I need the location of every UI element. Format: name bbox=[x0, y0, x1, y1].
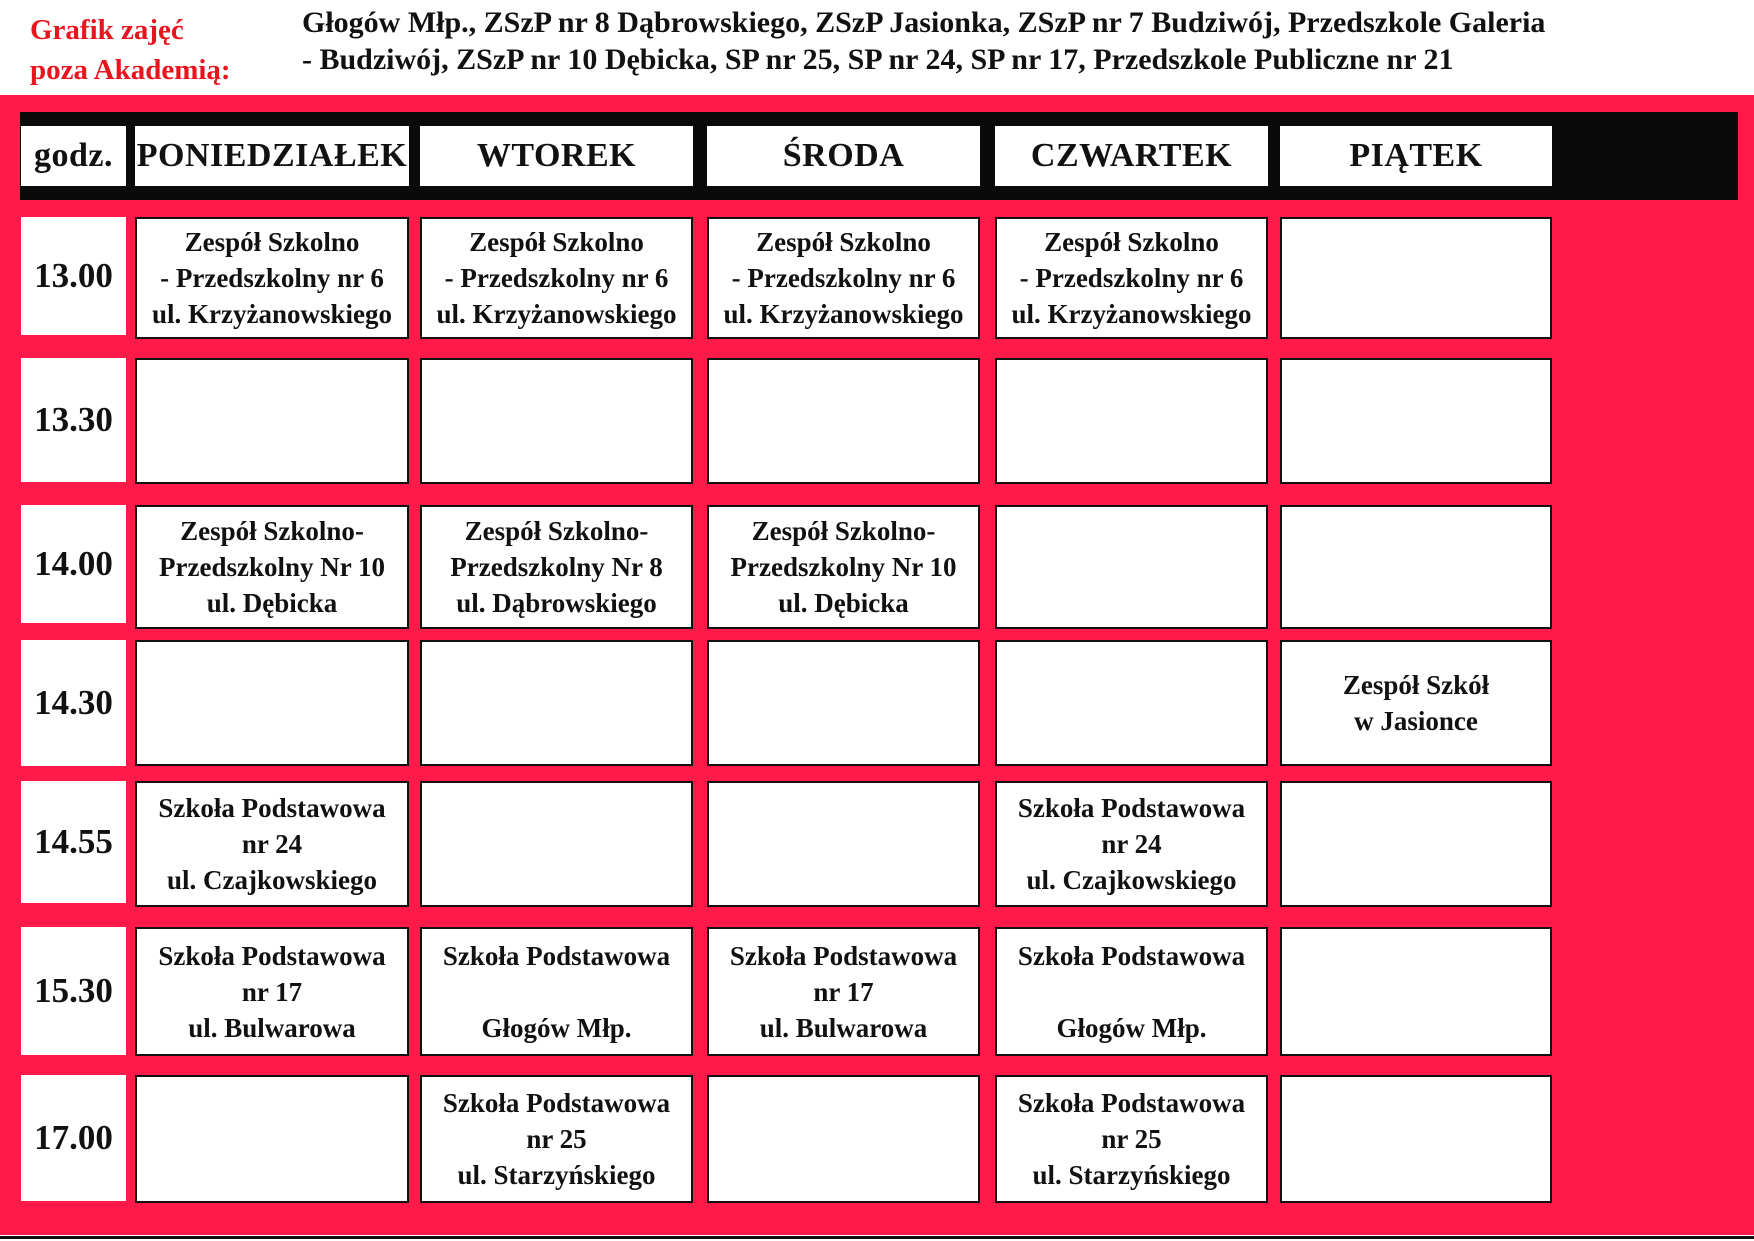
schedule-cell bbox=[135, 927, 409, 1056]
schedule-cell-line: ul. Dąbrowskiego bbox=[456, 588, 657, 618]
day-header: ŚRODA bbox=[707, 126, 980, 186]
schedule-cell-line: ul. Bulwarowa bbox=[759, 1012, 928, 1043]
schedule-cell-line: nr 25 bbox=[526, 1124, 587, 1154]
schedule-cell-line: - Przedszkolny nr 6 bbox=[731, 263, 956, 293]
schedule-cell-line: Szkoła Podstawowa bbox=[442, 940, 671, 971]
schedule-cell-line: Szkoła Podstawowa bbox=[158, 793, 386, 823]
schedule-cell-line: Szkoła Podstawowa bbox=[442, 1088, 671, 1118]
schedule-cell-line: Zespół Szkół bbox=[1342, 670, 1490, 700]
schedule-cell-line: Szkoła Podstawowa bbox=[729, 940, 958, 971]
schedule-cell bbox=[995, 927, 1268, 1056]
schedule-cell bbox=[1280, 927, 1552, 1056]
schedule-cell bbox=[135, 505, 409, 629]
schedule-cell bbox=[995, 505, 1268, 629]
schedule-cell bbox=[135, 1075, 409, 1203]
schedule-cell-line: Zespół Szkolno bbox=[1044, 227, 1219, 257]
day-header: PIĄTEK bbox=[1280, 126, 1552, 186]
schedule-cell bbox=[1280, 781, 1552, 907]
schedule-cell bbox=[135, 217, 409, 339]
schedule-cell-line: nr 24 bbox=[241, 829, 303, 859]
schedule-cell-line: ul. Dębicka bbox=[206, 588, 338, 618]
schedule-cell bbox=[707, 505, 980, 629]
schedule-cell bbox=[420, 1075, 693, 1203]
schedule-cell bbox=[1280, 358, 1552, 484]
bottom-divider bbox=[0, 1236, 1754, 1239]
time-slot: 15.30 bbox=[21, 927, 126, 1055]
schedule-cell bbox=[1280, 505, 1552, 629]
schedule-cell-line: - Przedszkolny nr 6 bbox=[444, 263, 669, 293]
schedule-cell-line: Zespół Szkolno bbox=[469, 227, 644, 257]
schedule-title-line: Grafik zajęć bbox=[30, 14, 184, 46]
schedule-cell bbox=[995, 1075, 1268, 1203]
schedule-cell bbox=[1280, 1075, 1552, 1203]
schedule-cell-line: Szkoła Podstawowa bbox=[1017, 1088, 1246, 1118]
schedule-cell bbox=[707, 358, 980, 484]
schedule-cell bbox=[707, 1075, 980, 1203]
schedule-cell bbox=[420, 505, 693, 629]
schedule-title bbox=[30, 10, 280, 90]
schedule-cell-line: - Przedszkolny nr 6 bbox=[160, 263, 384, 293]
time-slot: 17.00 bbox=[21, 1075, 126, 1201]
schedule-cell-line: Szkoła Podstawowa bbox=[1017, 793, 1246, 823]
time-slot: 13.30 bbox=[21, 358, 126, 482]
schedule-cell bbox=[420, 217, 693, 339]
schedule-cell-line: ul. Krzyżanowskiego bbox=[723, 299, 964, 329]
schedule-cell-line: Szkoła Podstawowa bbox=[158, 940, 386, 971]
schedule-cell-line: Przedszkolny Nr 10 bbox=[730, 552, 957, 582]
schedule-cell bbox=[420, 640, 693, 766]
schedule-cell-line: ul. Krzyżanowskiego bbox=[436, 299, 677, 329]
time-slot: 14.00 bbox=[21, 505, 126, 623]
schedule-cell-line: nr 17 bbox=[813, 976, 874, 1007]
schedule-cell bbox=[135, 640, 409, 766]
schedule-cell bbox=[707, 781, 980, 907]
schedule-cell-line: Przedszkolny Nr 8 bbox=[450, 552, 663, 582]
schedule-cell-line: ul. Starzyńskiego bbox=[457, 1160, 656, 1190]
schedule-cell-line: w Jasionce bbox=[1354, 706, 1478, 736]
locations-line: Głogów Młp., ZSzP nr 8 Dąbrowskiego, ZSzP Jasionka, ZSzP nr 7 Budziwój, Przedszkole Galeria bbox=[302, 6, 1546, 39]
hour-column-header: godz. bbox=[21, 126, 126, 186]
schedule-cell bbox=[1280, 217, 1552, 339]
day-header: PONIEDZIAŁEK bbox=[135, 126, 409, 186]
schedule-cell-line: Szkoła Podstawowa bbox=[1017, 940, 1246, 971]
schedule-cell-line: ul. Czajkowskiego bbox=[1026, 865, 1237, 895]
schedule-cell bbox=[995, 217, 1268, 339]
schedule-cell bbox=[995, 781, 1268, 907]
schedule-cell bbox=[135, 358, 409, 484]
schedule-cell-line: ul. Starzyńskiego bbox=[1032, 1160, 1231, 1190]
schedule-cell bbox=[995, 640, 1268, 766]
schedule-cell-line: ul. Czajkowskiego bbox=[166, 865, 377, 895]
schedule-cell-line: Zespół Szkolno bbox=[184, 227, 360, 257]
day-header: WTOREK bbox=[420, 126, 693, 186]
schedule-cell-line: Zespół Szkolno bbox=[756, 227, 931, 257]
schedule-cell-line: nr 25 bbox=[1101, 1124, 1162, 1154]
schedule-cell-line: nr 17 bbox=[241, 976, 303, 1007]
time-slot: 14.30 bbox=[21, 640, 126, 766]
schedule-cell bbox=[995, 358, 1268, 484]
locations-line: - Budziwój, ZSzP nr 10 Dębicka, SP nr 25, SP nr 24, SP nr 17, Przedszkole Publiczne nr 21 bbox=[302, 43, 1454, 76]
time-slot: 14.55 bbox=[21, 781, 126, 903]
schedule-cell bbox=[1280, 640, 1552, 766]
schedule-cell bbox=[707, 927, 980, 1056]
schedule-cell-line: ul. Dębicka bbox=[778, 588, 909, 618]
schedule-cell-line: Zespół Szkolno- bbox=[464, 516, 649, 546]
schedule-cell bbox=[420, 358, 693, 484]
schedule-cell-line: Przedszkolny Nr 10 bbox=[159, 552, 385, 582]
schedule-cell-line: Głogów Młp. bbox=[481, 1012, 632, 1043]
schedule-cell-line: ul. Bulwarowa bbox=[188, 1012, 356, 1043]
schedule-cell bbox=[420, 781, 693, 907]
schedule-cell bbox=[707, 640, 980, 766]
schedule-cell-line: Głogów Młp. bbox=[1056, 1012, 1207, 1043]
locations-list bbox=[302, 4, 1742, 78]
schedule-cell bbox=[707, 217, 980, 339]
schedule-cell-line: Zespół Szkolno- bbox=[180, 516, 364, 546]
schedule-cell-line: nr 24 bbox=[1101, 829, 1162, 859]
schedule-cell bbox=[135, 781, 409, 907]
schedule-cell-line: Zespół Szkolno- bbox=[751, 516, 936, 546]
time-slot: 13.00 bbox=[21, 217, 126, 335]
schedule-cell-line: ul. Krzyżanowskiego bbox=[1011, 299, 1252, 329]
schedule-cell-line: ul. Krzyżanowskiego bbox=[152, 299, 392, 329]
schedule-title-line: poza Akademią: bbox=[30, 54, 231, 86]
schedule-cell-line: - Przedszkolny nr 6 bbox=[1019, 263, 1244, 293]
schedule-cell bbox=[420, 927, 693, 1056]
day-header: CZWARTEK bbox=[995, 126, 1268, 186]
